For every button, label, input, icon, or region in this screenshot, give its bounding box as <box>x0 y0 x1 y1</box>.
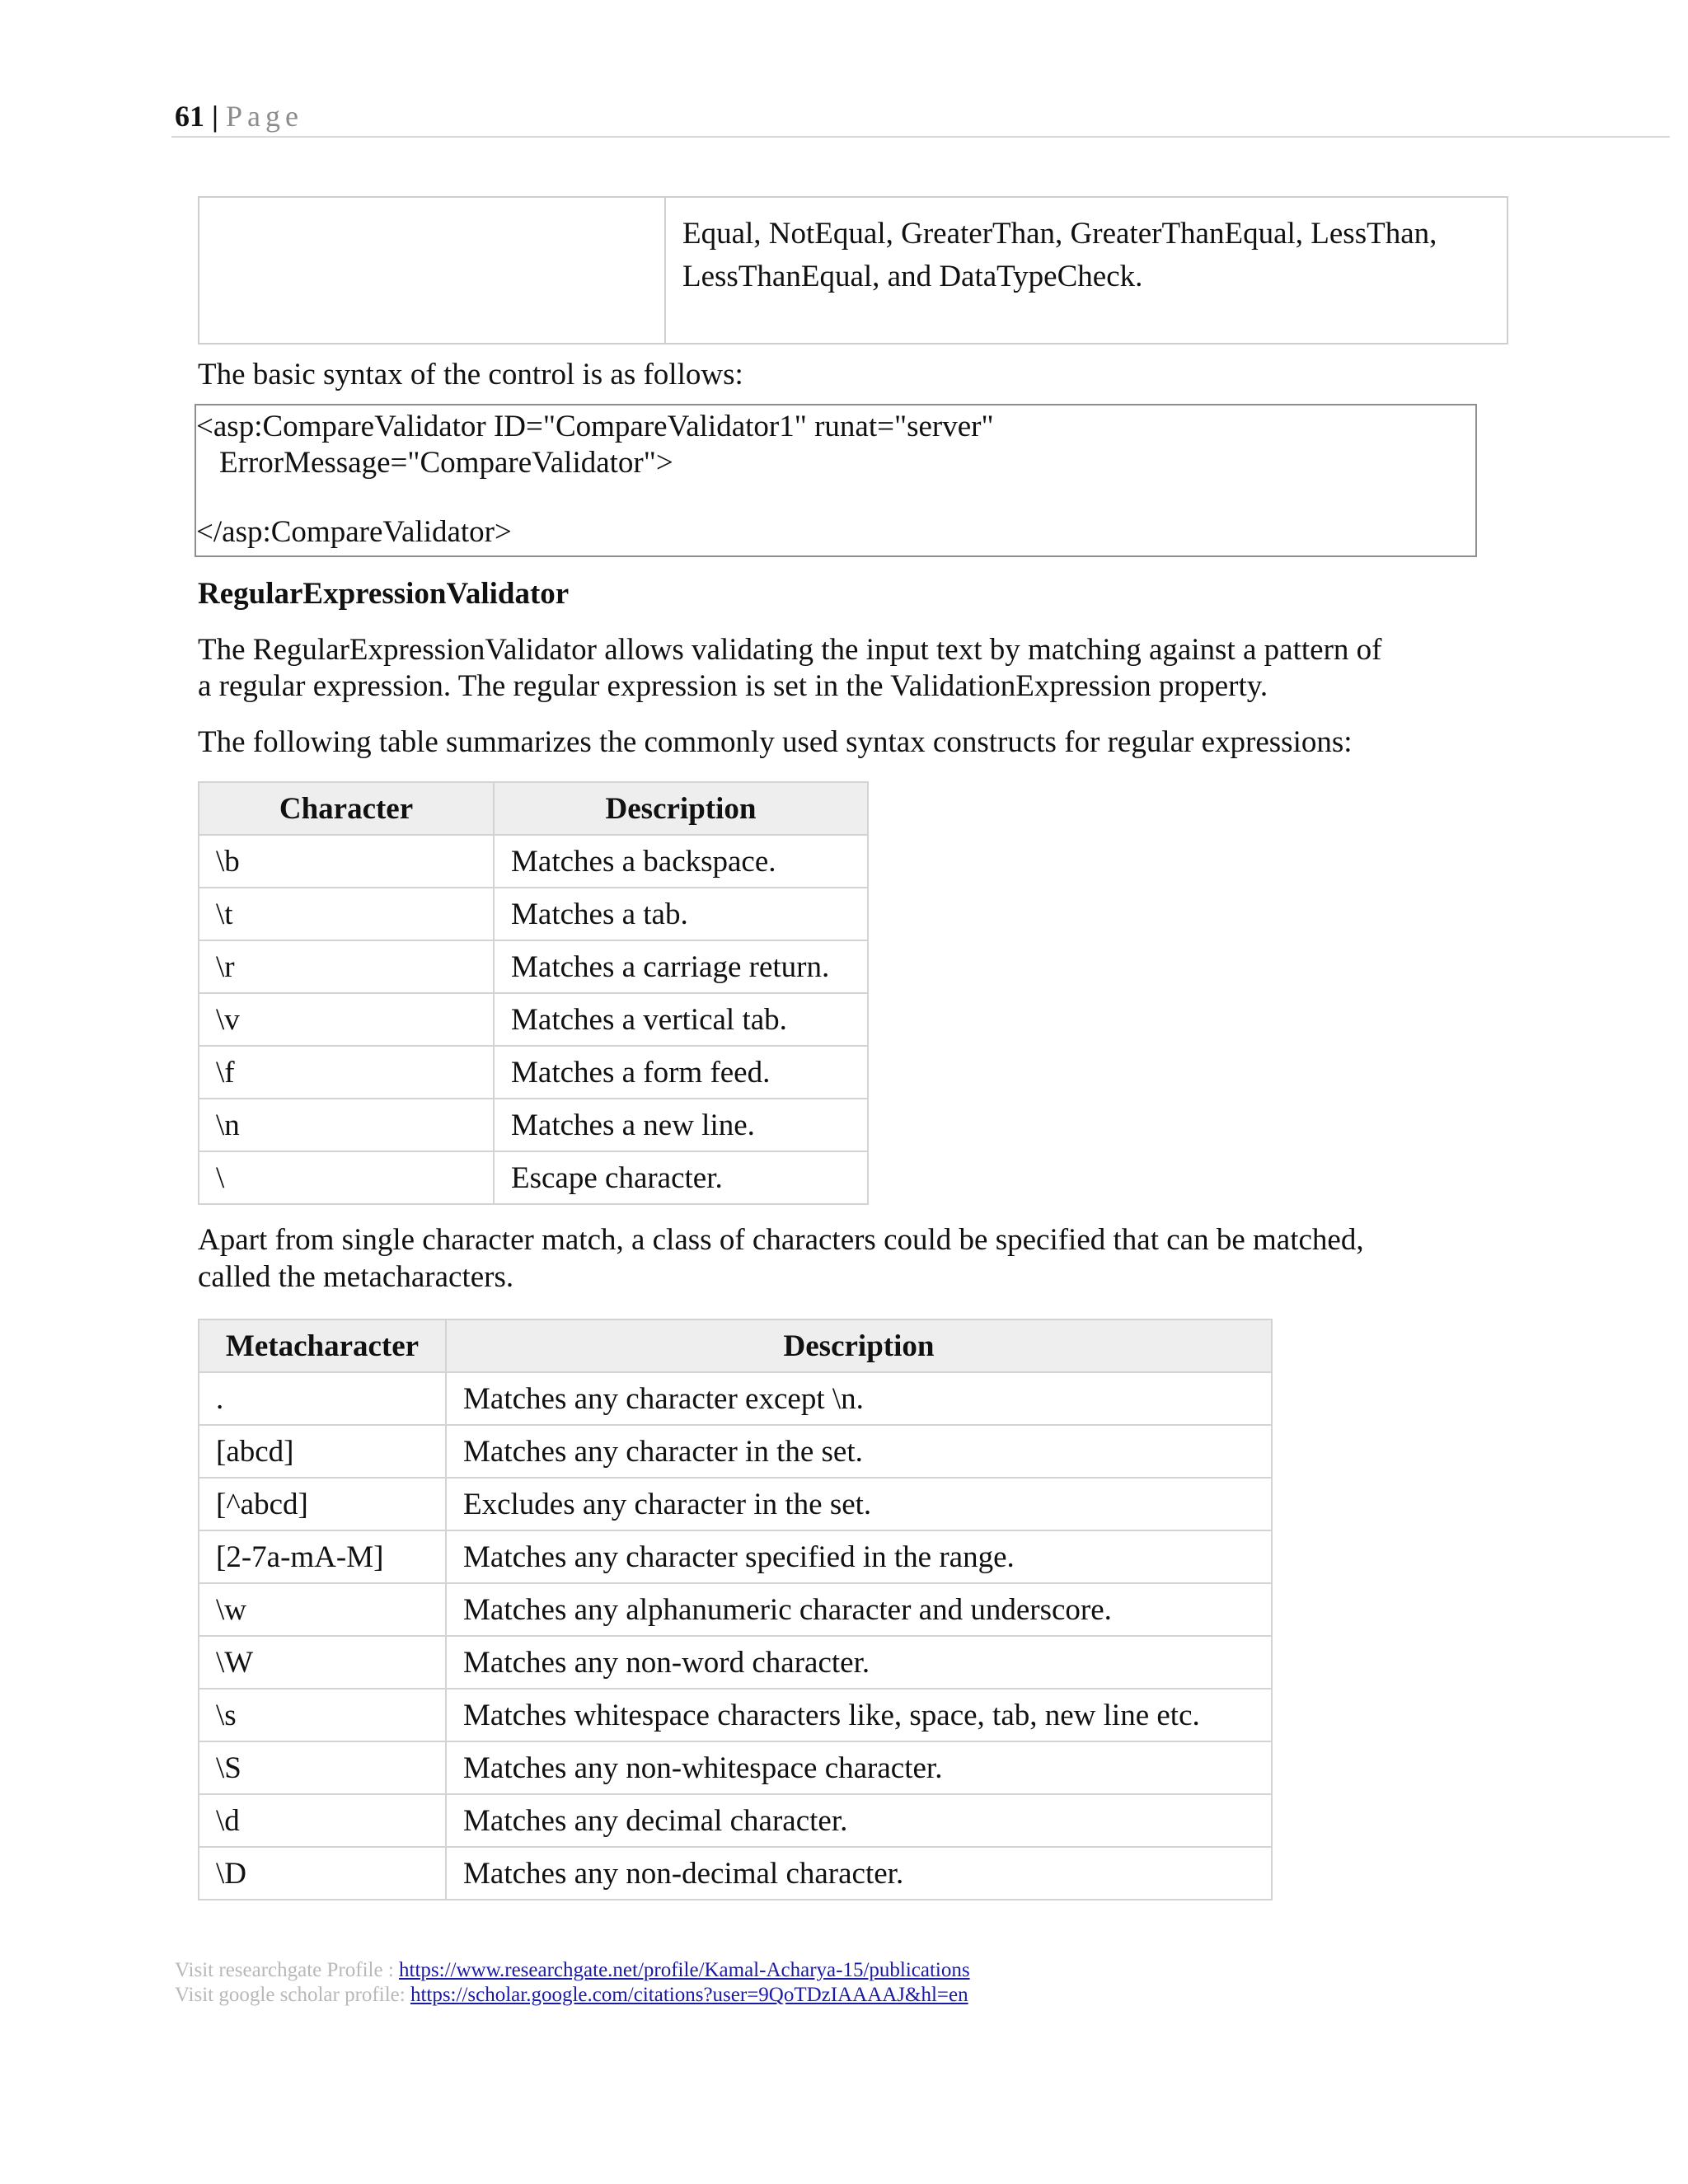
column-header-description: Description <box>446 1319 1272 1372</box>
researchgate-label: Visit researchgate Profile : <box>175 1959 400 1981</box>
character-cell: \t <box>199 888 494 940</box>
table-header-row <box>199 1319 1272 1372</box>
syntax-intro: The basic syntax of the control is as follows: <box>198 358 743 391</box>
table-row <box>199 1583 1272 1636</box>
description-cell: Matches any character in the set. <box>446 1425 1272 1478</box>
description-cell: Matches a form feed. <box>494 1046 868 1099</box>
google-scholar-link[interactable]: https://scholar.google.com/citations?user=9QoTDzIAAAAJ&hl=en <box>410 1984 968 2006</box>
continued-table <box>198 196 1508 344</box>
table-row <box>199 1372 1272 1425</box>
character-cell: \b <box>199 835 494 888</box>
google-scholar-label: Visit google scholar profile: <box>175 1984 410 2006</box>
page-word: Page <box>225 100 303 133</box>
character-table <box>198 781 869 1205</box>
table-row <box>199 993 868 1046</box>
page-separator: | <box>212 100 218 133</box>
metacharacter-cell: [^abcd] <box>199 1478 446 1530</box>
table-row <box>199 197 1507 344</box>
researchgate-line <box>175 1958 970 1983</box>
page-footer <box>175 1958 970 2008</box>
operator-list-cell <box>665 197 1507 344</box>
description-cell: Matches any non-whitespace character. <box>446 1741 1272 1794</box>
table-row <box>199 1741 1272 1794</box>
description-cell: Matches any non-decimal character. <box>446 1847 1272 1900</box>
paragraph-line: a regular expression. The regular expression is set in the ValidationExpression property. <box>198 669 1268 703</box>
table-row <box>199 1530 1272 1583</box>
description-cell: Matches any character except \n. <box>446 1372 1272 1425</box>
character-cell: \r <box>199 940 494 993</box>
table-header-row <box>199 782 868 835</box>
description-cell: Matches any decimal character. <box>446 1794 1272 1847</box>
table-row <box>199 1636 1272 1689</box>
metacharacter-cell: [2-7a-mA-M] <box>199 1530 446 1583</box>
page-content <box>198 196 1517 1900</box>
table-row <box>199 1046 868 1099</box>
operator-list-line-1: Equal, NotEqual, GreaterThan, GreaterThanEqual, LessThan, <box>682 217 1437 251</box>
description-cell: Matches a tab. <box>494 888 868 940</box>
column-header-description: Description <box>494 782 868 835</box>
character-cell: \n <box>199 1099 494 1151</box>
description-cell: Matches a backspace. <box>494 835 868 888</box>
researchgate-link[interactable]: https://www.researchgate.net/profile/Kamal-Acharya-15/publications <box>399 1959 970 1981</box>
description-cell: Matches a new line. <box>494 1099 868 1151</box>
section-heading: RegularExpressionValidator <box>198 577 570 611</box>
code-line-2: ErrorMessage="CompareValidator"> <box>219 446 673 480</box>
character-cell: \f <box>199 1046 494 1099</box>
description-cell: Matches a vertical tab. <box>494 993 868 1046</box>
table-row <box>199 1794 1272 1847</box>
description-cell: Matches whitespace characters like, space, tab, new line etc. <box>446 1689 1272 1741</box>
paragraph-line: Apart from single character match, a class of characters could be specified that can be matched, <box>198 1223 1364 1257</box>
code-line-3: </asp:CompareValidator> <box>196 515 512 549</box>
metacharacter-cell: \D <box>199 1847 446 1900</box>
metacharacter-cell: [abcd] <box>199 1425 446 1478</box>
code-line-1: <asp:CompareValidator ID="CompareValidator1" runat="server" <box>196 410 994 443</box>
description-cell: Matches any character specified in the range. <box>446 1530 1272 1583</box>
metacharacter-cell: . <box>199 1372 446 1425</box>
paragraph-line: The RegularExpressionValidator allows validating the input text by matching against a pattern of <box>198 633 1382 667</box>
metacharacter-cell: \d <box>199 1794 446 1847</box>
column-header-character: Character <box>199 782 494 835</box>
description-cell: Matches any non-word character. <box>446 1636 1272 1689</box>
header-divider <box>171 136 1670 138</box>
section-paragraph-1 <box>198 631 1517 705</box>
table-row <box>199 940 868 993</box>
metacharacter-intro <box>198 1221 1517 1296</box>
paragraph-line: called the metacharacters. <box>198 1260 514 1294</box>
metacharacter-cell: \S <box>199 1741 446 1794</box>
table-row <box>199 1099 868 1151</box>
table-row <box>199 835 868 888</box>
table-row <box>199 1847 1272 1900</box>
metacharacter-cell: \W <box>199 1636 446 1689</box>
page-header <box>175 96 303 137</box>
character-cell: \v <box>199 993 494 1046</box>
table-row <box>199 1425 1272 1478</box>
metacharacter-table <box>198 1319 1273 1900</box>
description-cell: Matches any alphanumeric character and underscore. <box>446 1583 1272 1636</box>
page-number: 61 <box>175 100 204 133</box>
character-cell: \ <box>199 1151 494 1204</box>
description-cell: Excludes any character in the set. <box>446 1478 1272 1530</box>
metacharacter-cell: \s <box>199 1689 446 1741</box>
operator-list-line-2: LessThanEqual, and DataTypeCheck. <box>682 260 1143 293</box>
table-row <box>199 1478 1272 1530</box>
column-header-metacharacter: Metacharacter <box>199 1319 446 1372</box>
description-cell: Escape character. <box>494 1151 868 1204</box>
table-row <box>199 1689 1272 1741</box>
table-row <box>199 1151 868 1204</box>
code-block <box>195 404 1477 557</box>
metacharacter-cell: \w <box>199 1583 446 1636</box>
table-row <box>199 888 868 940</box>
section-paragraph-2: The following table summarizes the commonly used syntax constructs for regular expressions: <box>198 725 1353 759</box>
description-cell: Matches a carriage return. <box>494 940 868 993</box>
empty-cell <box>199 197 665 344</box>
google-scholar-line <box>175 1983 970 2008</box>
